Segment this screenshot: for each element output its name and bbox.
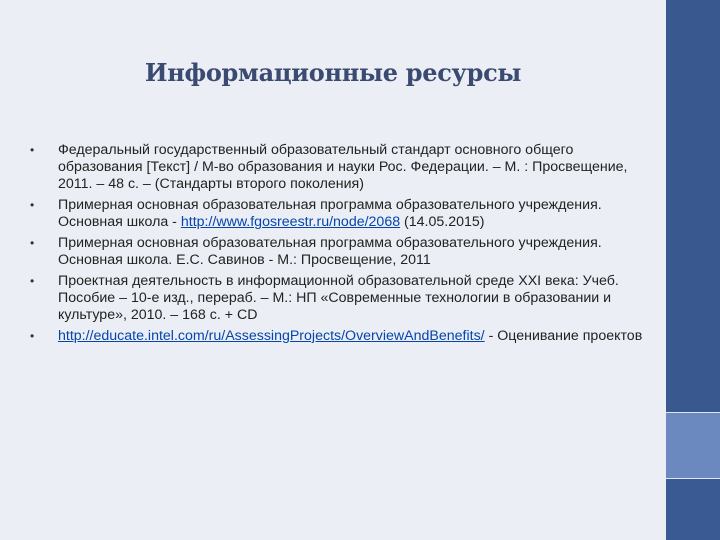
- side-stripe-bottom: [666, 478, 720, 540]
- list-item-text: Проектная деятельность в информационной образовательной среде XXI века: Учеб. Пособие – 10-е изд., перераб. – М.: НП «Современные технологии в образовании и культуре», 2010. – 168 с. + CD: [58, 273, 619, 323]
- list-item: [30, 197, 645, 231]
- bullet-icon: •: [30, 236, 35, 250]
- bullet-icon: •: [30, 274, 35, 288]
- slide-title: Информационные ресурсы: [144, 58, 522, 87]
- intel-educate-link[interactable]: http://educate.intel.com/ru/AssessingProjects/OverviewAndBenefits/: [58, 328, 485, 344]
- fgosreestr-link[interactable]: http://www.fgosreestr.ru/node/2068: [180, 214, 401, 230]
- list-item: [30, 142, 645, 193]
- bullet-icon: •: [30, 329, 35, 343]
- list-item-text: Примерная основная образовательная программа образовательного учреждения. Основная школа -: [58, 197, 602, 230]
- list-item-text: - Оценивание проектов: [484, 328, 643, 344]
- stripe-divider: [666, 478, 720, 479]
- stripe-divider: [666, 412, 720, 413]
- list-item: [30, 328, 645, 345]
- bullet-icon: •: [30, 198, 35, 212]
- list-item-text: (14.05.2015): [400, 214, 485, 230]
- list-item-text: Федеральный государственный образовательный стандарт основного общего образования [Текст] / М-во образования и науки Рос. Федерации. – М. : Просвещение, 2011. – 48 с. – (Стандарты второго поколения): [58, 142, 628, 192]
- bullet-icon: •: [30, 143, 35, 157]
- side-stripe-middle: [666, 412, 720, 478]
- list-item: [30, 273, 645, 324]
- side-stripe-top: [666, 0, 720, 412]
- list-item: [30, 235, 645, 269]
- list-item-text: Примерная основная образовательная программа образовательного учреждения. Основная школа. Е.С. Савинов - М.: Просвещение, 2011: [58, 235, 602, 268]
- resource-list: [30, 142, 645, 349]
